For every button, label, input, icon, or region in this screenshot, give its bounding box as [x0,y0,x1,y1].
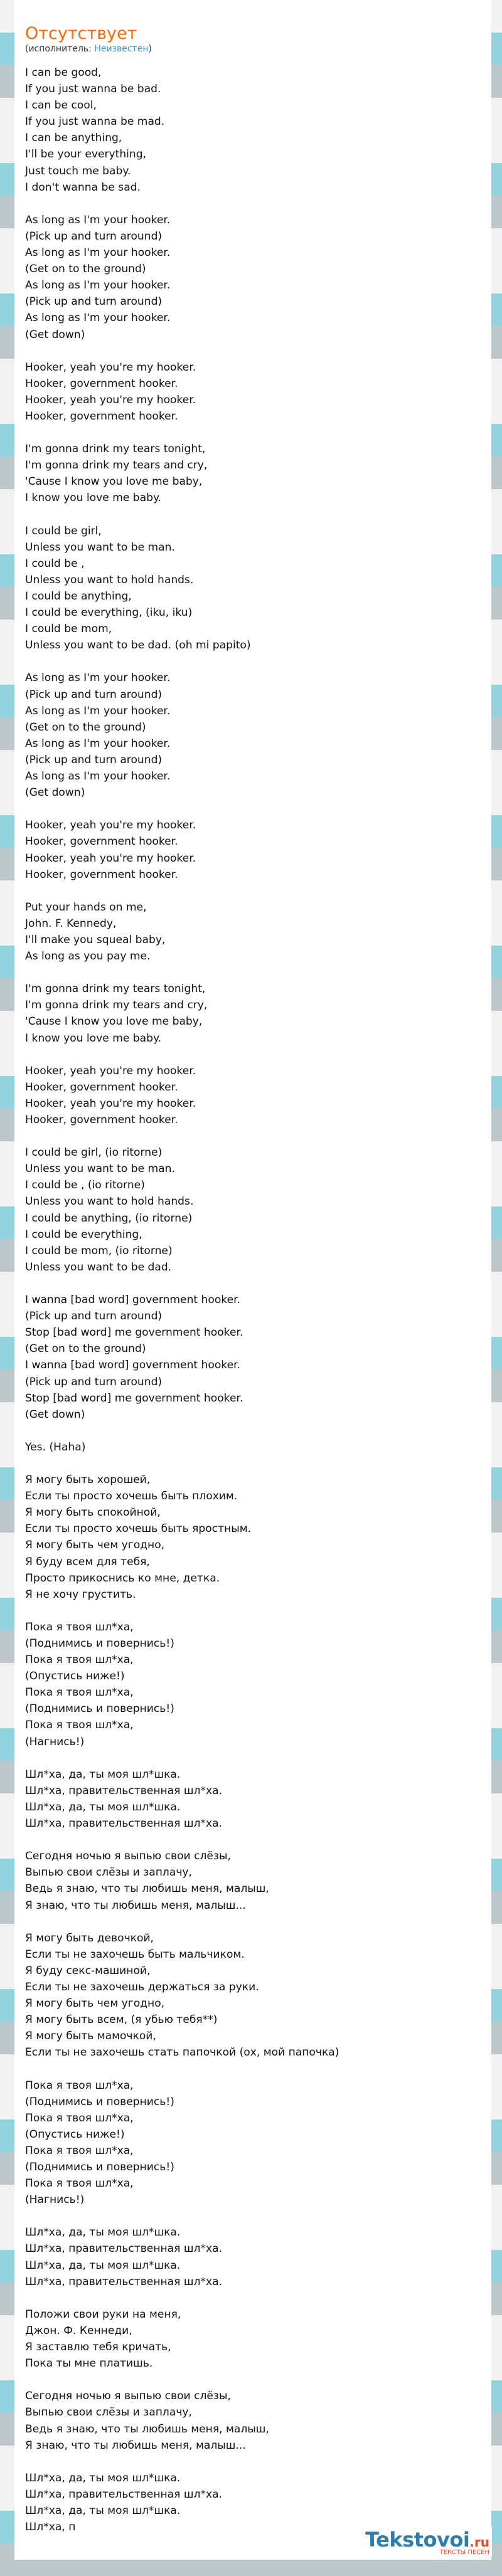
stanza-break [25,1423,477,1439]
lyric-line: (Нагнись!) [25,2193,85,2207]
lyric-line: As long as I'm your hooker. [25,704,171,717]
lyric-line: I could be girl, (io ritorne) [25,1146,163,1159]
lyric-line: Hooker, government hooker. [25,835,178,848]
stanza-break [25,2061,477,2077]
lyric-line: (Pick up and turn around) [25,688,163,701]
lyric-line: Просто прикоснись ко мне, детка. [25,1571,220,1585]
page-title: Отсутствует [25,24,137,43]
lyric-line: Я могу быть всем, (я убью тебя**) [25,2014,218,2027]
lyric-line: Шл*ха, да, ты моя шл*шка. [25,2259,181,2272]
stanza-break [25,507,477,523]
site-logo[interactable] [363,2526,492,2557]
logo-tagline: ТЕКСТЫ ПЕСЕН [439,2549,489,2556]
lyric-line: Шл*ха, да, ты моя шл*шка. [25,2226,181,2239]
stanza-break [25,1047,477,1063]
lyric-line: Hooker, yeah you're my hooker. [25,1097,196,1110]
lyric-line: Hooker, yeah you're my hooker. [25,393,196,406]
lyric-line: Шл*ха, правительственная шл*ха. [25,1817,222,1830]
lyric-line: Пока я твоя шл*ха, [25,1719,134,1732]
lyric-line: Пока ты мне платишь. [25,2357,153,2370]
lyric-line: I could be anything, (io ritorne) [25,1211,193,1225]
lyric-line: I'm gonna drink my tears and cry, [25,459,208,472]
lyric-line: (Поднимись и повернись!) [25,2095,174,2108]
lyric-line: Unless you want to be dad. [25,1260,172,1274]
lyric-line: Шл*ха, п [25,2521,76,2534]
lyric-line: Пока я твоя шл*ха, [25,2177,134,2190]
lyric-line: Unless you want to be man. [25,1163,175,1176]
lyric-line: Шл*ха, да, ты моя шл*шка. [25,2504,181,2517]
lyric-line: Unless you want to be man. [25,541,175,554]
lyric-line: Hooker, government hooker. [25,1080,178,1094]
lyric-line: I could be , (io ritorne) [25,1179,145,1192]
lyric-line: Я могу быть мамочкой, [25,2030,156,2043]
lyric-line: Ведь я знаю, что ты любишь меня, малыш, [25,2422,269,2436]
lyrics-text [25,65,477,2535]
logo-tld: .ru [469,2535,489,2550]
lyric-line: Stop [bad word] me government hooker. [25,1326,243,1339]
stanza-break [25,1603,477,1619]
lyric-line: Yes. (Haha) [25,1440,86,1454]
lyric-line: I could be mom, (io ritorne) [25,1244,173,1257]
lyric-line: (Pick up and turn around) [25,1375,163,1388]
artist-line [25,44,152,54]
stanza-break [25,2372,477,2388]
logo-name: Tekstovoi [365,2528,470,2552]
lyric-line: As long as I'm your hooker. [25,672,171,685]
lyric-line: Выпью свои слёзы и заплачу, [25,1866,192,1879]
lyric-line: Если ты не захочешь держаться за руки. [25,1980,259,1993]
lyric-line: I can be good, [25,66,102,79]
lyric-line: I'm gonna drink my tears tonight, [25,983,206,996]
lyric-line: Если ты просто хочешь быть плохим. [25,1490,238,1503]
lyric-line: Unless you want to hold hands. [25,1195,194,1208]
lyric-line: I can be anything, [25,132,122,145]
lyric-line: Шл*ха, да, ты моя шл*шка. [25,1768,181,1781]
lyric-line: Unless you want to be dad. (oh mi papito) [25,639,251,652]
lyric-line: (Get down) [25,1408,85,1421]
lyric-line: (Pick up and turn around) [25,753,163,766]
stanza-break [25,964,477,981]
stanza-break [25,883,477,899]
lyric-line: As long as you pay me. [25,950,151,963]
lyric-line: Unless you want to hold hands. [25,573,194,586]
lyric-line: Hooker, government hooker. [25,377,178,390]
lyric-line: I can be cool, [25,99,97,112]
lyric-line: Я знаю, что ты любишь меня, малыш... [25,2439,246,2452]
lyric-line: Шл*ха, правительственная шл*ха. [25,1784,222,1797]
lyric-line: I could be everything, (iku, iku) [25,606,193,620]
stanza-break [25,1455,477,1472]
lyric-line: (Get on to the ground) [25,721,146,734]
lyric-line: Hooker, yeah you're my hooker. [25,852,196,865]
lyric-line: Шл*ха, правительственная шл*ха. [25,2275,222,2288]
lyric-line: I wanna [bad word] government hooker. [25,1294,240,1307]
lyric-line: Hooker, government hooker. [25,409,178,423]
lyric-line: (Нагнись!) [25,1735,85,1748]
lyric-line: Если ты не захочешь быть мальчиком. [25,1948,245,1961]
lyric-line: If you just wanna be mad. [25,115,165,129]
lyric-line: I'll make you squeal baby, [25,933,166,946]
lyric-line: Выпью свои слёзы и заплачу, [25,2406,192,2419]
artist-link[interactable]: Неизвестен [94,44,149,54]
lyric-line: (Опустись ниже!) [25,1670,125,1683]
stanza-break [25,1128,477,1144]
lyric-line: (Поднимись и повернись!) [25,2161,174,2173]
lyric-line: (Поднимись и повернись!) [25,1702,174,1716]
lyric-line: Я могу быть чем угодно, [25,1997,165,2010]
lyric-line: Я не хочу грустить. [25,1588,136,1601]
lyric-line: Я буду секс-машиной, [25,1964,151,1977]
lyric-line: I'm gonna drink my tears and cry, [25,999,208,1012]
lyric-line: Пока я твоя шл*ха, [25,2111,134,2125]
lyric-line: Hooker, government hooker. [25,868,178,881]
lyric-line: Ведь я знаю, что ты любишь меня, малыш, [25,1882,269,1896]
lyric-line: (Get down) [25,328,85,341]
lyric-line: Я буду всем для тебя, [25,1555,150,1568]
lyric-line: I wanna [bad word] government hooker. [25,1359,240,1372]
lyric-line: (Pick up and turn around) [25,1310,163,1323]
lyric-line: As long as I'm your hooker. [25,312,171,325]
lyric-line: Я могу быть девочкой, [25,1931,154,1945]
lyric-line: Шл*ха, да, ты моя шл*шка. [25,2471,181,2484]
lyric-line: 'Cause I know you love me baby, [25,1015,203,1028]
lyric-line: (Опустись ниже!) [25,2128,125,2141]
lyric-line: As long as I'm your hooker. [25,213,171,226]
lyric-line: I'm gonna drink my tears tonight, [25,443,206,456]
lyrics-card [14,0,491,2560]
lyric-line: Шл*ха, правительственная шл*ха. [25,2242,222,2256]
lyric-line: Пока я твоя шл*ха, [25,1620,134,1634]
stanza-break [25,2208,477,2224]
lyric-line: Если ты просто хочешь быть яростным. [25,1523,252,1536]
lyric-line: Hooker, yeah you're my hooker. [25,819,196,832]
lyric-line: As long as I'm your hooker. [25,770,171,783]
lyric-line: I could be mom, [25,623,112,636]
lyric-line: Hooker, government hooker. [25,1114,178,1126]
artist-prefix: (исполнитель: [25,44,95,54]
artist-suffix: ) [148,44,152,54]
lyric-line: I could be , [25,557,85,570]
lyric-line: Hooker, yeah you're my hooker. [25,361,196,374]
lyric-line: John. F. Kennedy, [25,917,117,930]
stanza-break [25,653,477,670]
lyric-line: (Get down) [25,786,85,800]
stanza-break [25,2290,477,2306]
lyric-line: Just touch me baby. [25,164,131,177]
lyric-line: Я знаю, что ты любишь меня, малыш... [25,1899,246,1912]
lyric-line: Я могу быть спокойной, [25,1506,161,1519]
lyric-line: Пока я твоя шл*ха, [25,1654,134,1667]
lyric-line: Положи свои руки на меня, [25,2308,181,2321]
lyric-line: (Pick up and turn around) [25,295,163,309]
lyric-line: Пока я твоя шл*ха, [25,2079,134,2092]
lyric-line: (Get on to the ground) [25,1343,146,1356]
lyric-line: (Поднимись и повернись!) [25,1637,174,1650]
lyric-line: Stop [bad word] me government hooker. [25,1391,243,1405]
lyric-line: Джон. Ф. Кеннеди, [25,2324,132,2337]
lyric-line: Hooker, yeah you're my hooker. [25,1064,196,1077]
stanza-break [25,343,477,359]
lyric-line: I know you love me baby. [25,492,162,505]
lyric-line: I could be girl, [25,524,102,537]
lyric-line: Put your hands on me, [25,900,147,914]
lyric-line: Шл*ха, правительственная шл*ха. [25,2488,222,2501]
lyric-line: 'Cause I know you love me baby, [25,475,203,488]
lyric-line: (Get on to the ground) [25,263,146,276]
lyric-line: I don't wanna be sad. [25,181,141,194]
stanza-break [25,196,477,212]
lyric-line: I could be everything, [25,1228,142,1241]
lyric-line: As long as I'm your hooker. [25,279,171,292]
lyric-line: If you just wanna be bad. [25,83,161,96]
lyric-line: (Pick up and turn around) [25,230,163,243]
lyric-line: As long as I'm your hooker. [25,246,171,260]
lyric-line: Сегодня ночью я выпью свои слёзы, [25,2390,231,2403]
lyric-line: I know you love me baby. [25,1032,162,1045]
lyric-line: I could be anything, [25,590,132,603]
stanza-break [25,801,477,817]
stanza-break [25,425,477,441]
lyric-line: I'll be your everything, [25,148,147,161]
stanza-break [25,1832,477,1848]
lyric-line: Я могу быть хорошей, [25,1474,151,1487]
lyric-line: Шл*ха, да, ты моя шл*шка. [25,1800,181,1813]
stanza-break [25,1750,477,1766]
lyric-line: Я могу быть чем угодно, [25,1539,165,1552]
stanza-break [25,2454,477,2470]
lyric-line: Пока я твоя шл*ха, [25,2144,134,2157]
lyric-line: As long as I'm your hooker. [25,737,171,750]
stanza-break [25,1914,477,1930]
lyric-line: Пока я твоя шл*ха, [25,1686,134,1699]
lyric-line: Я заставлю тебя кричать, [25,2341,171,2354]
lyric-line: Сегодня ночью я выпью свои слёзы, [25,1850,231,1863]
stanza-break [25,1275,477,1292]
lyric-line: Если ты не захочешь стать папочкой (ох, мой папочка) [25,2046,339,2059]
